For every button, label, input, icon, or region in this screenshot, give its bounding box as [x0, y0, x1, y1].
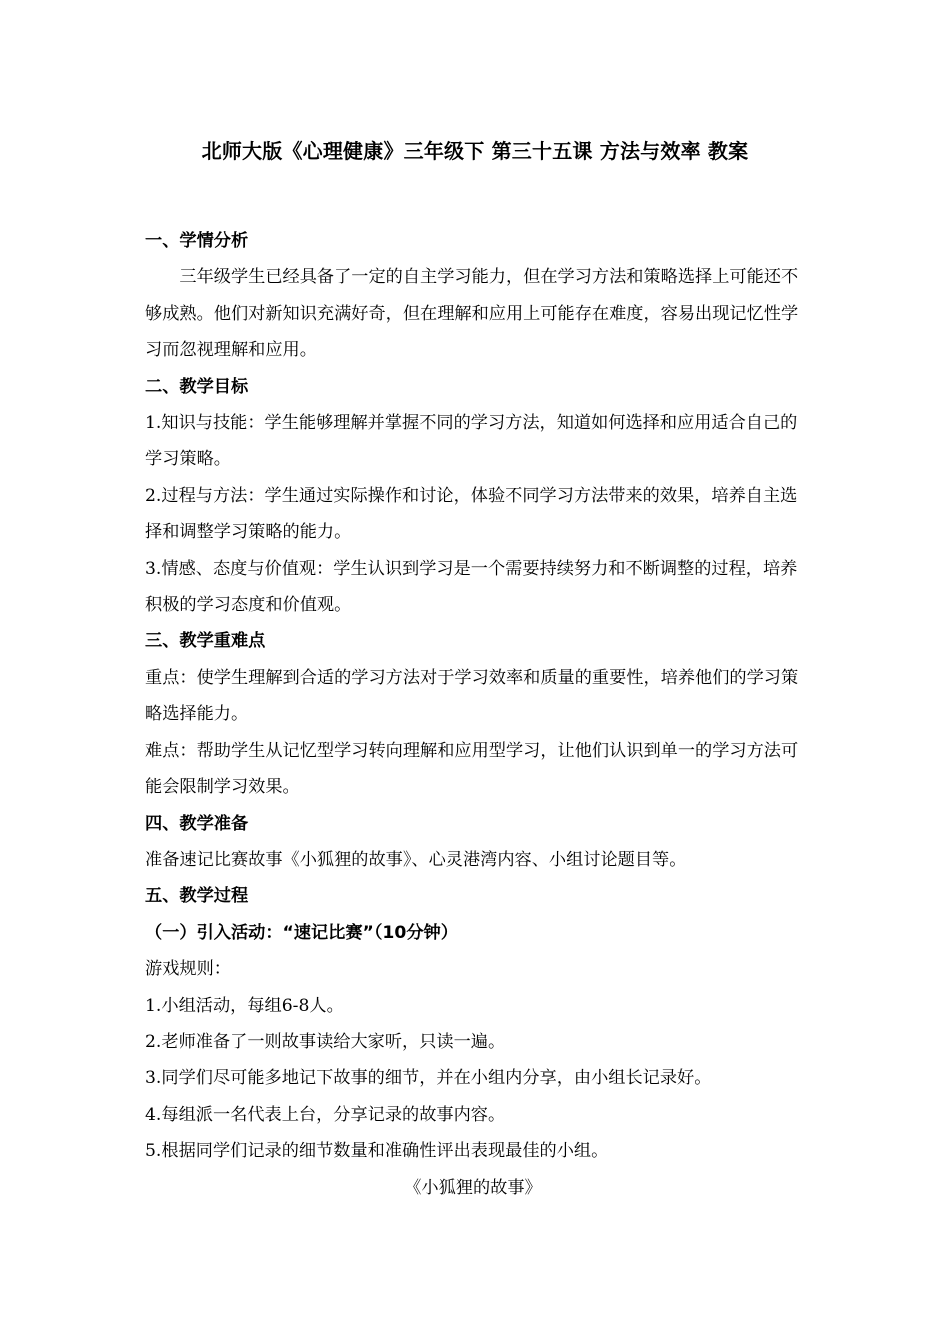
difficult-point-paragraph: 难点：帮助学生从记忆型学习转向理解和应用型学习，让他们认识到单一的学习方法可能会限制学习效果。	[145, 740, 799, 798]
preparation-paragraph: 准备速记比赛故事《小狐狸的故事》、心灵港湾内容、小组讨论题目等。	[145, 849, 687, 870]
subsection-heading-intro-activity: （一）引入活动：“速记比赛”（10分钟）	[145, 922, 458, 943]
story-title: 《小狐狸的故事》	[404, 1177, 542, 1198]
section-heading-key-points: 三、教学重难点	[145, 631, 266, 652]
rules-label: 游戏规则：	[145, 959, 231, 980]
objective-item: 2.过程与方法：学生通过实际操作和讨论，体验不同学习方法带来的效果，培养自主选择和调整学习策略的能力。	[145, 485, 798, 543]
section-heading-analysis: 一、学情分析	[145, 231, 249, 251]
section-heading-process: 五、教学过程	[145, 886, 249, 907]
analysis-paragraph: 三年级学生已经具备了一定的自主学习能力，但在学习方法和策略选择上可能还不够成熟。他们对新知识充满好奇，但在理解和应用上可能存在难度，容易出现记忆性学习而忽视理解和应用。	[145, 267, 799, 361]
objective-item: 1.知识与技能：学生能够理解并掌握不同的学习方法，知道如何选择和应用适合自己的学习策略。	[145, 413, 798, 470]
objective-item: 3.情感、态度与价值观：学生认识到学习是一个需要持续努力和不断调整的过程，培养积极的学习态度和价值观。	[145, 558, 798, 616]
rule-item: 3.同学们尽可能多地记下故事的细节，并在小组内分享，由小组长记录好。	[145, 1068, 712, 1089]
section-heading-objectives: 二、教学目标	[145, 376, 249, 397]
key-point-paragraph: 重点：使学生理解到合适的学习方法对于学习效率和质量的重要性，培养他们的学习策略选择能力。	[145, 667, 799, 725]
rule-item: 2.老师准备了一则故事读给大家听，只读一遍。	[145, 1031, 506, 1052]
rule-item: 5.根据同学们记录的细节数量和准确性评出表现最佳的小组。	[145, 1141, 609, 1162]
document-body	[145, 223, 801, 1206]
document-title: 北师大版《心理健康》三年级下 第三十五课 方法与效率 教案	[201, 139, 749, 163]
rule-item: 4.每组派一名代表上台，分享记录的故事内容。	[145, 1104, 506, 1125]
rule-item: 1.小组活动，每组6-8人。	[145, 995, 344, 1016]
section-heading-preparation: 四、教学准备	[145, 813, 249, 834]
